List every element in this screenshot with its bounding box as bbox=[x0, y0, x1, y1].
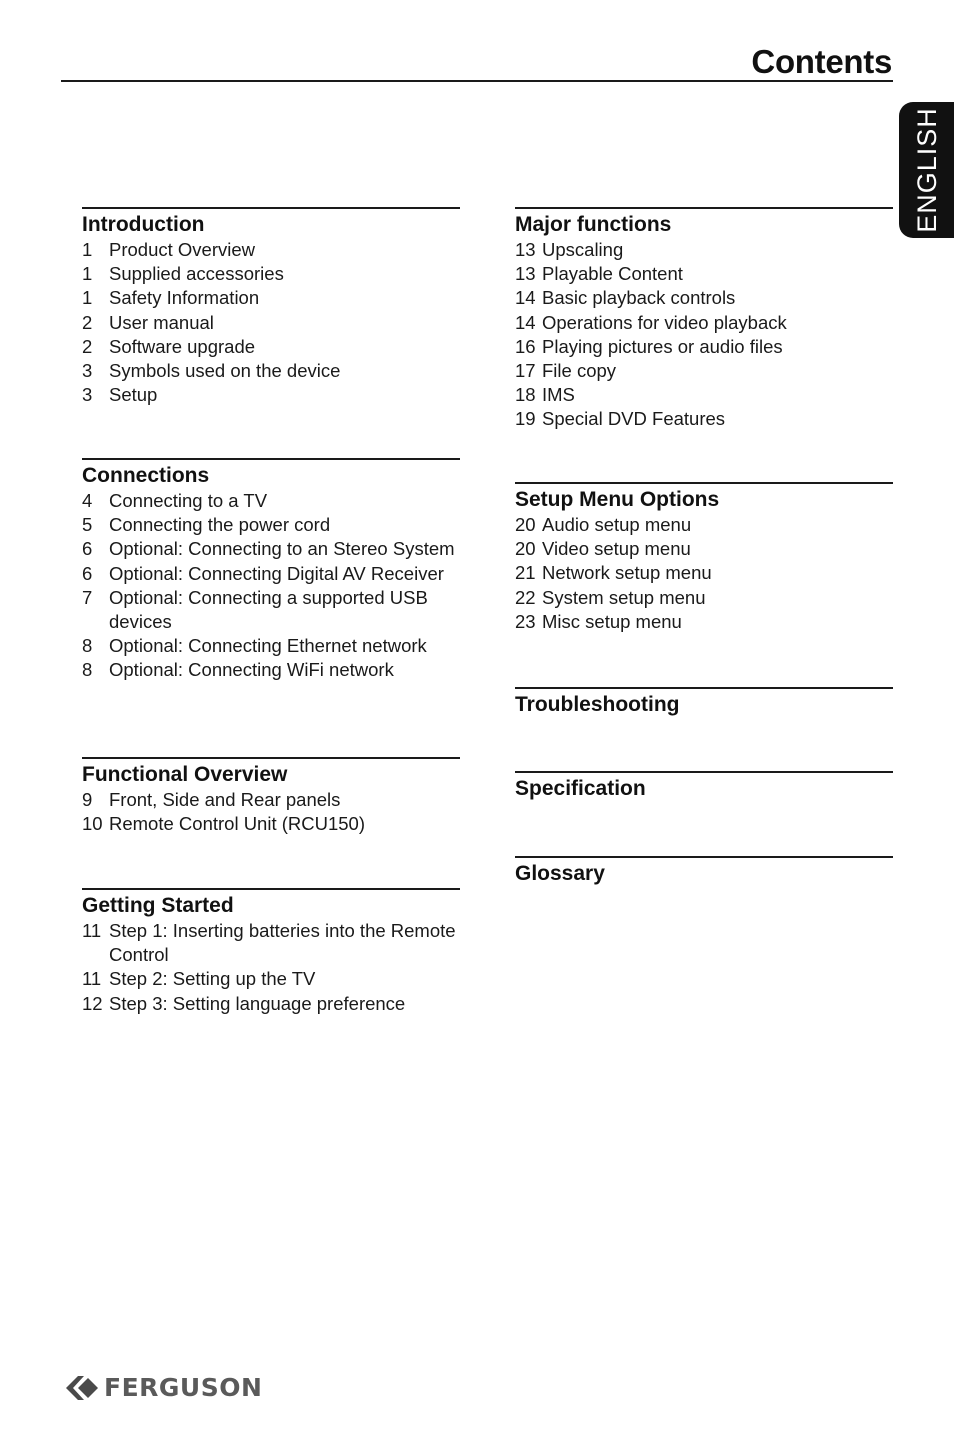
ferguson-emblem-icon bbox=[64, 1373, 100, 1403]
brand-name: FERGUSON bbox=[104, 1373, 263, 1402]
toc-entry-title: Setup bbox=[109, 384, 158, 406]
toc-entry-title: Safety Information bbox=[109, 287, 260, 309]
toc-entry bbox=[82, 513, 460, 537]
toc-page-number: 20 bbox=[515, 514, 536, 535]
toc-page-number: 14 bbox=[515, 287, 536, 309]
toc-page-number: 20 bbox=[515, 538, 536, 560]
toc-entry bbox=[82, 262, 460, 286]
toc-entry-title: Supplied accessories bbox=[109, 263, 284, 285]
toc-entry-title: Upscaling bbox=[542, 239, 624, 260]
toc-entry bbox=[82, 359, 460, 383]
section-heading: Troubleshooting bbox=[515, 693, 680, 716]
language-tab-label: ENGLISH bbox=[911, 107, 942, 233]
toc-page-number: 6 bbox=[82, 538, 93, 560]
toc-entry bbox=[82, 919, 460, 967]
toc-page-number: 5 bbox=[82, 514, 93, 536]
toc-page-number: 17 bbox=[515, 360, 536, 382]
toc-page-number: 6 bbox=[82, 562, 93, 584]
toc-entry bbox=[82, 788, 460, 812]
toc-entry bbox=[82, 537, 460, 561]
toc-entry-title: Step 2: Setting up the TV bbox=[109, 968, 316, 990]
section-troubleshooting bbox=[515, 687, 893, 718]
section-heading: Getting Started bbox=[82, 894, 234, 917]
toc-page-number: 3 bbox=[82, 384, 93, 406]
toc-entry bbox=[515, 407, 893, 431]
toc-page-number: 18 bbox=[515, 384, 536, 406]
toc-entry bbox=[82, 812, 460, 836]
toc-page-number: 23 bbox=[515, 610, 536, 632]
toc-entry-title: Front, Side and Rear panels bbox=[109, 789, 341, 810]
section-getting-started bbox=[82, 888, 460, 1016]
toc-page-number: 3 bbox=[82, 360, 93, 382]
section-major-functions bbox=[515, 207, 893, 432]
toc-entry-title: System setup menu bbox=[542, 586, 706, 608]
toc-page-number: 11 bbox=[82, 968, 102, 990]
toc-entry bbox=[82, 311, 460, 335]
section-specification bbox=[515, 771, 893, 802]
toc-page-number: 11 bbox=[82, 920, 102, 941]
toc-entry-title: Playable Content bbox=[542, 263, 683, 285]
section-connections bbox=[82, 458, 460, 683]
toc-entry bbox=[82, 658, 460, 682]
toc-list bbox=[82, 238, 460, 407]
toc-entry bbox=[515, 561, 893, 585]
toc-entry-title: Software upgrade bbox=[109, 335, 256, 357]
toc-entry bbox=[515, 359, 893, 383]
toc-entry bbox=[515, 610, 893, 634]
toc-entry-title: Audio setup menu bbox=[542, 514, 692, 535]
toc-entry-title: Step 3: Setting language preference bbox=[109, 992, 406, 1014]
toc-page-number: 4 bbox=[82, 490, 93, 511]
toc-list bbox=[82, 919, 460, 1016]
toc-page-number: 22 bbox=[515, 586, 536, 608]
toc-entry bbox=[515, 537, 893, 561]
toc-page-number: 16 bbox=[515, 335, 536, 357]
toc-entry-title: Symbols used on the device bbox=[109, 360, 341, 382]
toc-entry-title: Video setup menu bbox=[542, 538, 691, 560]
toc-entry bbox=[515, 513, 893, 537]
title-divider bbox=[61, 80, 893, 82]
toc-entry-title: Connecting the power cord bbox=[109, 514, 331, 536]
toc-entry-title: Misc setup menu bbox=[542, 610, 682, 632]
toc-page-number: 13 bbox=[515, 239, 536, 260]
toc-page-number: 8 bbox=[82, 659, 93, 681]
toc-page-number: 7 bbox=[82, 586, 93, 608]
section-glossary bbox=[515, 856, 893, 887]
toc-entry bbox=[82, 286, 460, 310]
toc-list bbox=[515, 513, 893, 634]
toc-entry bbox=[82, 238, 460, 262]
section-heading: Setup Menu Options bbox=[515, 488, 720, 511]
toc-list bbox=[515, 238, 893, 432]
toc-list bbox=[82, 489, 460, 683]
toc-entry bbox=[515, 286, 893, 310]
section-heading: Functional Overview bbox=[82, 763, 288, 786]
toc-entry bbox=[82, 992, 460, 1016]
toc-entry bbox=[82, 634, 460, 658]
section-heading: Introduction bbox=[82, 213, 205, 236]
toc-entry bbox=[515, 311, 893, 335]
toc-page-number: 9 bbox=[82, 789, 93, 810]
page-title: Contents bbox=[751, 43, 892, 80]
section-setup-menu-options bbox=[515, 482, 893, 634]
toc-entry-title: Remote Control Unit (RCU150) bbox=[109, 813, 366, 835]
toc-entry-title: Step 1: Inserting batteries into the Remote Control bbox=[109, 920, 456, 966]
toc-page-number: 8 bbox=[82, 635, 93, 657]
toc-list bbox=[82, 788, 460, 836]
toc-entry bbox=[515, 383, 893, 407]
toc-entry bbox=[515, 586, 893, 610]
toc-entry-title: IMS bbox=[542, 384, 575, 406]
toc-entry bbox=[515, 238, 893, 262]
toc-page-number: 2 bbox=[82, 311, 93, 333]
toc-page-number: 19 bbox=[515, 408, 536, 430]
section-heading: Major functions bbox=[515, 213, 672, 236]
toc-page-number: 1 bbox=[82, 239, 93, 260]
toc-entry-title: File copy bbox=[542, 360, 617, 382]
brand-logo bbox=[64, 1373, 262, 1403]
toc-entry bbox=[82, 383, 460, 407]
toc-entry-title: User manual bbox=[109, 311, 214, 333]
section-heading: Specification bbox=[515, 777, 646, 800]
toc-entry-title: Optional: Connecting to an Stereo System bbox=[109, 538, 455, 560]
toc-entry-title: Network setup menu bbox=[542, 562, 712, 584]
toc-entry bbox=[82, 489, 460, 513]
toc-entry bbox=[515, 262, 893, 286]
toc-entry bbox=[82, 562, 460, 586]
toc-entry-title: Basic playback controls bbox=[542, 287, 736, 309]
section-heading: Glossary bbox=[515, 862, 605, 885]
toc-entry-title: Connecting to a TV bbox=[109, 490, 268, 511]
toc-entry-title: Optional: Connecting Ethernet network bbox=[109, 635, 427, 657]
toc-page-number: 21 bbox=[515, 562, 536, 584]
toc-page-number: 14 bbox=[515, 311, 536, 333]
toc-entry-title: Playing pictures or audio files bbox=[542, 335, 783, 357]
toc-page-number: 2 bbox=[82, 335, 93, 357]
toc-entry-title: Special DVD Features bbox=[542, 408, 726, 430]
section-introduction bbox=[82, 207, 460, 407]
toc-entry bbox=[515, 335, 893, 359]
toc-entry-title: Optional: Connecting WiFi network bbox=[109, 659, 394, 681]
language-tab bbox=[899, 102, 954, 238]
toc-entry-title: Operations for video playback bbox=[542, 311, 787, 333]
toc-entry bbox=[82, 967, 460, 991]
toc-page-number: 13 bbox=[515, 263, 536, 285]
section-heading: Connections bbox=[82, 464, 210, 487]
toc-entry bbox=[82, 586, 460, 634]
toc-entry-title: Product Overview bbox=[109, 239, 255, 260]
toc-page-number: 1 bbox=[82, 263, 93, 285]
toc-entry-title: Optional: Connecting a supported USB devices bbox=[109, 586, 428, 633]
toc-page-number: 12 bbox=[82, 992, 103, 1014]
toc-entry bbox=[82, 335, 460, 359]
toc-page-number: 1 bbox=[82, 287, 93, 309]
toc-entry-title: Optional: Connecting Digital AV Receiver bbox=[109, 562, 444, 584]
section-functional-overview bbox=[82, 757, 460, 836]
toc-page-number: 10 bbox=[82, 813, 103, 835]
